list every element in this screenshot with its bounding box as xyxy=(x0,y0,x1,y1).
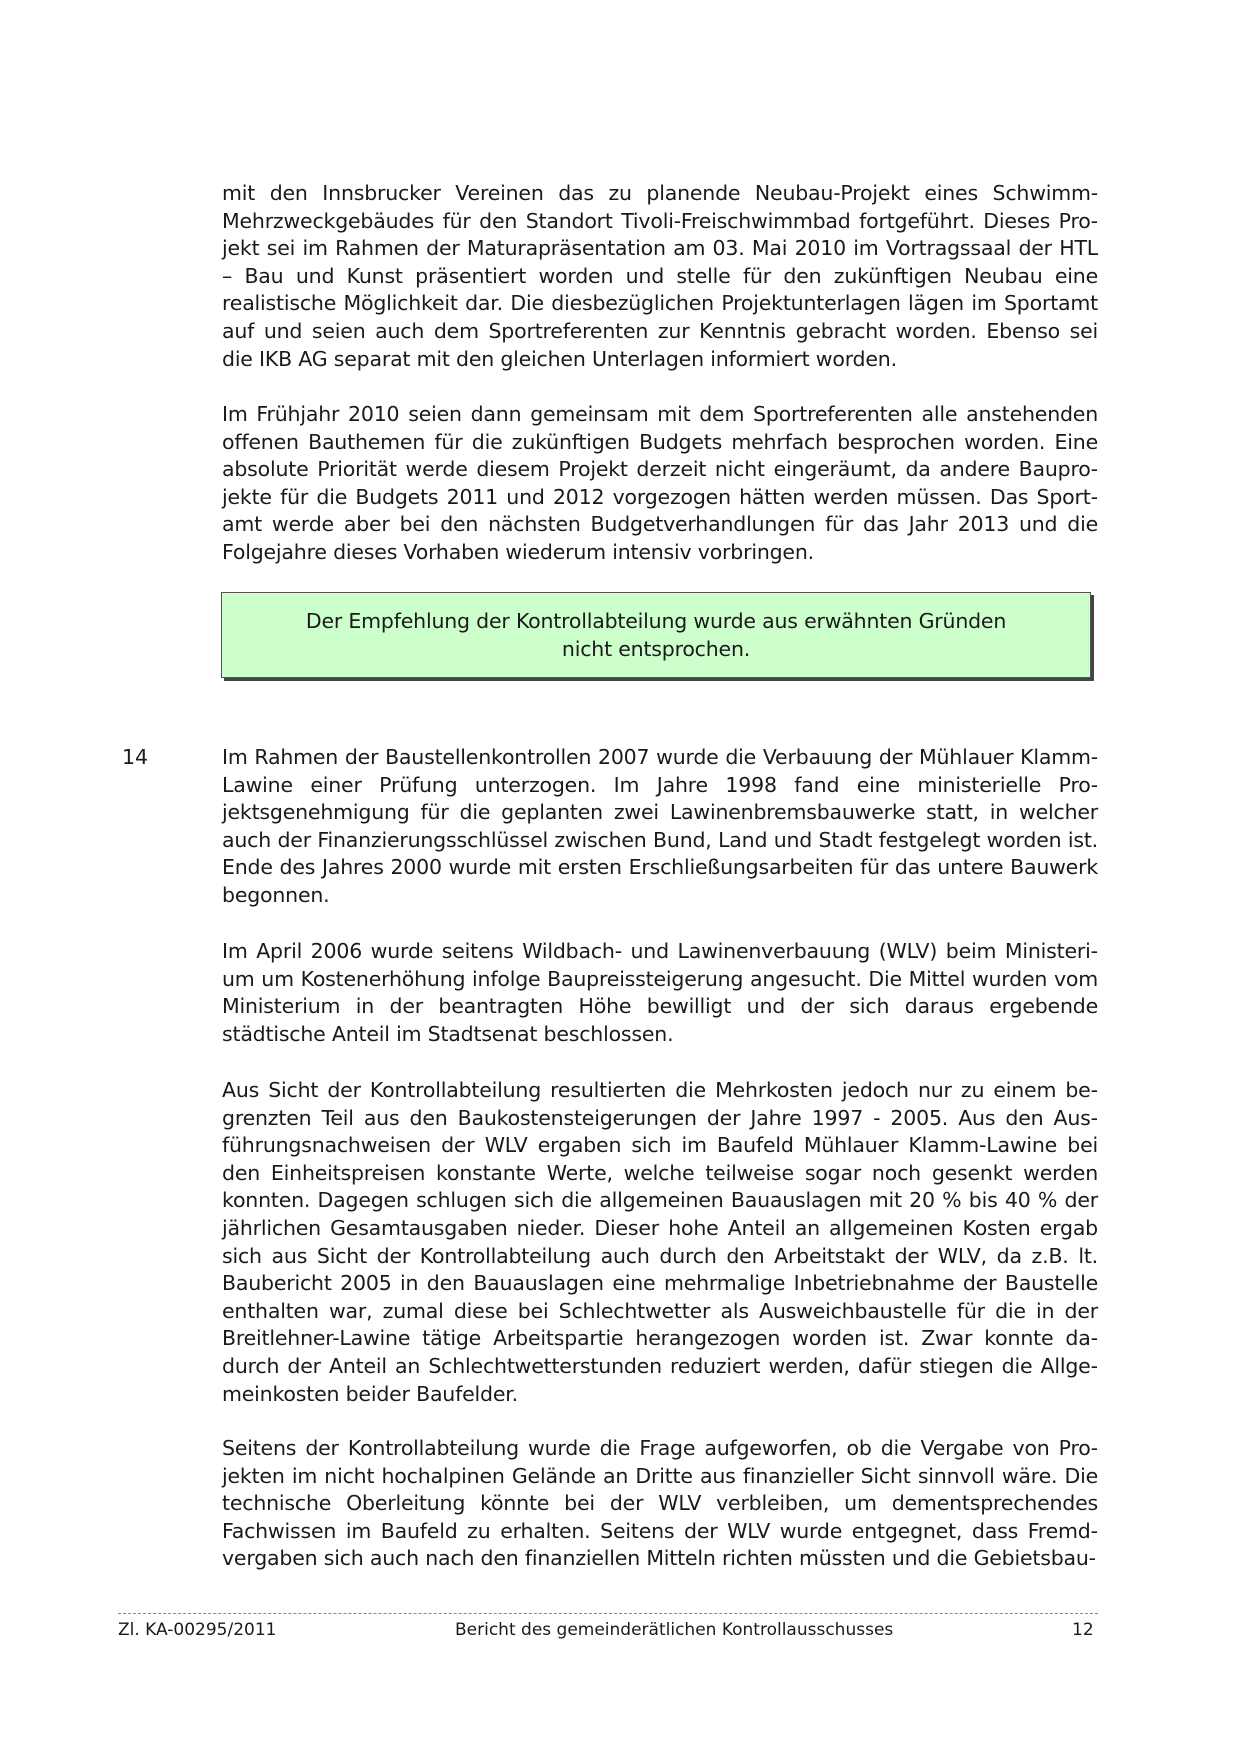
footer-title: Bericht des gemeinderätlichen Kontrollausschusses xyxy=(455,1620,894,1640)
footer-divider xyxy=(118,1613,1098,1614)
footer-page-number: 12 xyxy=(1072,1620,1094,1640)
paragraph-5: Aus Sicht der Kontrollabteilung resultierten die Mehrkosten jedoch nur zu einem begrenzten Teil aus den Baukostensteigerungen der Jahre 1997 - 2005. Aus den Ausführungsnachweisen der WLV ergaben sich im Baufeld Mühlauer Klamm-Lawine bei den Einheitspreisen konstante Werte, welche teilweise sogar noch gesenkt werden konnten. Dagegen schlugen sich die allgemeinen Bauauslagen mit 20 % bis 40 % der jährlichen Gesamtausgaben nieder. Dieser hohe Anteil an allgemeinen Kosten ergab sich aus Sicht der Kontrollabteilung auch durch den Arbeitstakt der WLV, da z.B. lt. Baubericht 2005 in den Bauauslagen eine mehrmalige Inbetriebnahme der Baustelle enthalten war, zumal diese bei Schlechtwetter als Ausweichbaustelle für die in der Breitlehner-Lawine tätige Arbeitspartie herangezogen worden ist. Zwar konnte dadurch der Anteil an Schlechtwetterstunden reduziert werden, dafür stiegen die Allgemeinkosten beider Baufelder. xyxy=(222,1078,1098,1406)
footer-reference: Zl. KA-00295/2011 xyxy=(118,1620,277,1640)
paragraph-4: Im April 2006 wurde seitens Wildbach- und Lawinenverbauung (WLV) beim Ministerium um Kostenerhöhung infolge Baupreissteigerung angesucht. Die Mittel wurden vom Ministerium in der beantragten Höhe bewilligt und der sich daraus ergebende städtische Anteil im Stadtsenat beschlossen. xyxy=(222,939,1098,1046)
paragraph-6: Seitens der Kontrollabteilung wurde die Frage aufgeworfen, ob die Vergabe von Projekten im nicht hochalpinen Gelände an Dritte aus finanzieller Sicht sinnvoll wäre. Die technische Oberleitung könnte bei der WLV verbleiben, um dementsprechendes Fachwissen im Baufeld zu erhalten. Seitens der WLV wurde entgegnet, dass Fremdvergaben sich auch nach den finanziellen Mitteln richten müssten und die Gebietsbau- xyxy=(222,1436,1098,1571)
paragraph-3: Im Rahmen der Baustellenkontrollen 2007 wurde die Verbauung der Mühlauer Klamm-Lawine einer Prüfung unterzogen. Im Jahre 1998 fand eine ministerielle Projektsgenehmigung für die geplanten zwei Lawinenbremsbauwerke statt, in welcher auch der Finanzierungsschlüssel zwischen Bund, Land und Stadt festgelegt worden ist. Ende des Jahres 2000 wurde mit ersten Erschließungsarbeiten für das untere Bauwerk begonnen. xyxy=(222,745,1098,907)
recommendation-callout-box xyxy=(221,592,1091,678)
paragraph-2: Im Frühjahr 2010 seien dann gemeinsam mit dem Sportreferenten alle anstehenden offenen Bauthemen für die zukünftigen Budgets mehrfach besprochen worden. Eine absolute Priorität werde diesem Projekt derzeit nicht eingeräumt, da andere Bauprojekte für die Budgets 2011 und 2012 vorgezogen hätten werden müssen. Das Sportamt werde aber bei den nächsten Budgetverhandlungen für das Jahr 2013 und die Folgejahre dieses Vorhaben wiederum intensiv vorbringen. xyxy=(222,402,1098,564)
paragraph-1: mit den Innsbrucker Vereinen das zu planende Neubau-Projekt eines Schwimm-Mehrzweckgebäudes für den Standort Tivoli-Freischwimmbad fortgeführt. Dieses Projekt sei im Rahmen der Maturapräsentation am 03. Mai 2010 im Vortragssaal der HTL – Bau und Kunst präsentiert worden und stelle für den zukünftigen Neubau eine realistische Möglichkeit dar. Die diesbezüglichen Projektunterlagen lägen im Sportamt auf und seien auch dem Sportreferenten zur Kenntnis gebracht worden. Ebenso sei die IKB AG separat mit den gleichen Unterlagen informiert worden. xyxy=(222,181,1098,371)
section-number: 14 xyxy=(122,745,149,769)
callout-text: Der Empfehlung der Kontrollabteilung wurde aus erwähnten Gründen nicht entsprochen. xyxy=(305,609,1007,661)
